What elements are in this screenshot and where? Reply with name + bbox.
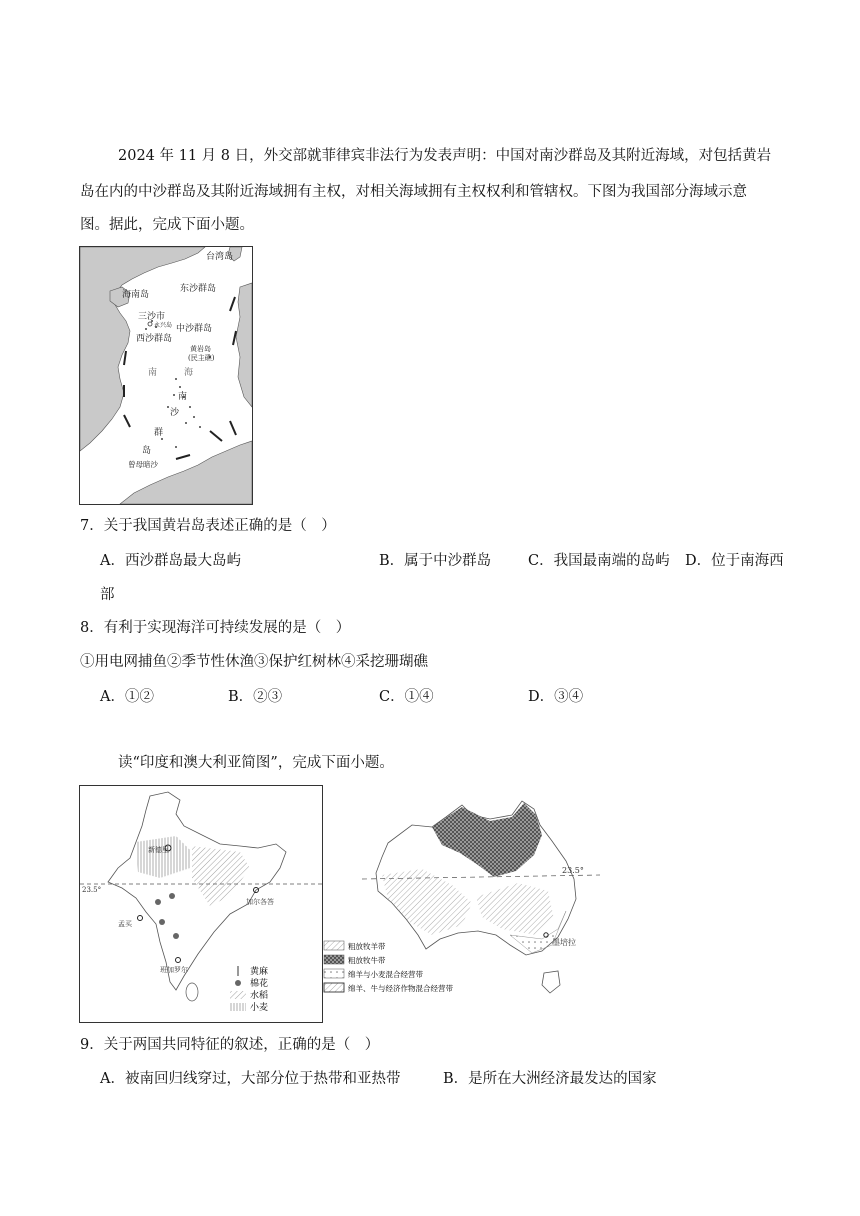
q7-option-c[interactable]: C．我国最南端的岛屿 <box>528 553 670 569</box>
south-china-sea-map-graphic <box>80 247 252 504</box>
label-huangyan-sub: (民主礁) <box>188 354 215 362</box>
q9-stem: 9．关于两国共同特征的叙述，正确的是（ ） <box>80 1037 380 1053</box>
legend-wheat-sheep: 绵羊与小麦混合经营带 <box>348 970 423 979</box>
label-huangyan: 黄岩岛 <box>190 345 211 353</box>
label-taiwan: 台湾岛 <box>206 252 234 262</box>
india-legend <box>230 965 268 1013</box>
legend-jute: 黄麻 <box>250 967 269 977</box>
legend-rice: 水稻 <box>250 991 269 1001</box>
q9-option-b[interactable]: B．是所在大洲经济最发达的国家 <box>443 1071 657 1087</box>
q8-option-d[interactable]: D．③④ <box>528 689 584 705</box>
q7-option-d[interactable]: D．位于南海西 <box>685 553 784 569</box>
legend-cotton: 棉花 <box>250 979 269 989</box>
q8-option-a[interactable]: A．①② <box>100 689 154 705</box>
legend-wheat: 小麦 <box>250 1003 269 1013</box>
label-sha: 沙 <box>170 408 180 418</box>
q7-option-b[interactable]: B．属于中沙群岛 <box>379 553 492 569</box>
label-hai: 海 <box>184 368 194 378</box>
q8-stem: 8．有利于实现海洋可持续发展的是（ ） <box>80 620 351 636</box>
label-sansha: 三沙市 <box>138 312 166 322</box>
legend-mixed-swatch <box>324 983 344 992</box>
label-dao: 岛 <box>142 446 152 456</box>
legend-mixed: 绵羊、牛与经济作物混合经营带 <box>348 984 453 993</box>
wheat-legend-swatch <box>230 1003 246 1011</box>
q7-option-a[interactable]: A．西沙群岛最大岛屿 <box>100 553 241 569</box>
label-australia-lat: 23.5° <box>562 866 584 875</box>
label-hainan: 海南岛 <box>122 290 150 300</box>
mumbai-marker <box>138 916 143 921</box>
q9-option-a[interactable]: A．被南回归线穿过，大部分位于热带和亚热带 <box>100 1071 401 1087</box>
label-nan: 南 <box>148 368 158 378</box>
label-xisha: 西沙群岛 <box>136 334 173 344</box>
label-qun: 群 <box>154 428 164 438</box>
q8-option-b[interactable]: B．②③ <box>228 689 283 705</box>
label-yongxing: 永兴岛 <box>154 322 173 329</box>
india-map <box>79 785 323 1023</box>
label-zengmu: 曾母暗沙 <box>128 460 158 469</box>
india-map-graphic <box>80 786 322 1022</box>
legend-cattle: 粗放牧牛带 <box>348 956 386 965</box>
australia-map <box>322 795 600 1007</box>
south-china-sea-map <box>79 246 253 505</box>
label-kolkata: 加尔各答 <box>246 898 274 906</box>
label-city: 墨培拉 <box>552 938 576 947</box>
label-new-delhi: 新德里 <box>148 846 169 854</box>
passage2-line1: 读“印度和澳大利亚简图”，完成下面小题。 <box>118 755 394 771</box>
label-zhongsha: 中沙群岛 <box>176 324 213 334</box>
label-nan2: 南 <box>178 392 188 402</box>
australia-map-graphic <box>322 795 600 1007</box>
legend-sheep-swatch <box>324 941 344 950</box>
cotton-legend-symbol <box>235 980 241 986</box>
rice-legend-swatch <box>230 991 246 999</box>
label-india-lat: 23.5° <box>82 886 102 894</box>
label-mumbai: 孟买 <box>118 920 132 928</box>
q7-option-d-cont: 部 <box>100 587 115 603</box>
australia-legend <box>324 941 453 993</box>
q8-items: ①用电网捕鱼②季节性休渔③保护红树林④采挖珊瑚礁 <box>80 654 428 670</box>
legend-wheat-sheep-swatch <box>324 969 344 978</box>
passage1-line2: 岛在内的中沙群岛及其附近海域拥有主权，对相关海域拥有主权权利和管辖权。下图为我国部分海域示意 <box>80 184 747 200</box>
legend-sheep: 粗放牧羊带 <box>348 942 386 951</box>
q8-option-c[interactable]: C．①④ <box>379 689 434 705</box>
label-dongsha: 东沙群岛 <box>180 284 217 294</box>
legend-cattle-swatch <box>324 955 344 964</box>
passage1-line1: 2024 年 11 月 8 日，外交部就菲律宾非法行为发表声明：中国对南沙群岛及其附近海域，对包括黄岩 <box>118 148 772 164</box>
label-bangalore: 班加罗尔 <box>160 966 188 974</box>
passage1-line3: 图。据此，完成下面小题。 <box>80 217 254 233</box>
q7-stem: 7．关于我国黄岩岛表述正确的是（ ） <box>80 518 336 534</box>
